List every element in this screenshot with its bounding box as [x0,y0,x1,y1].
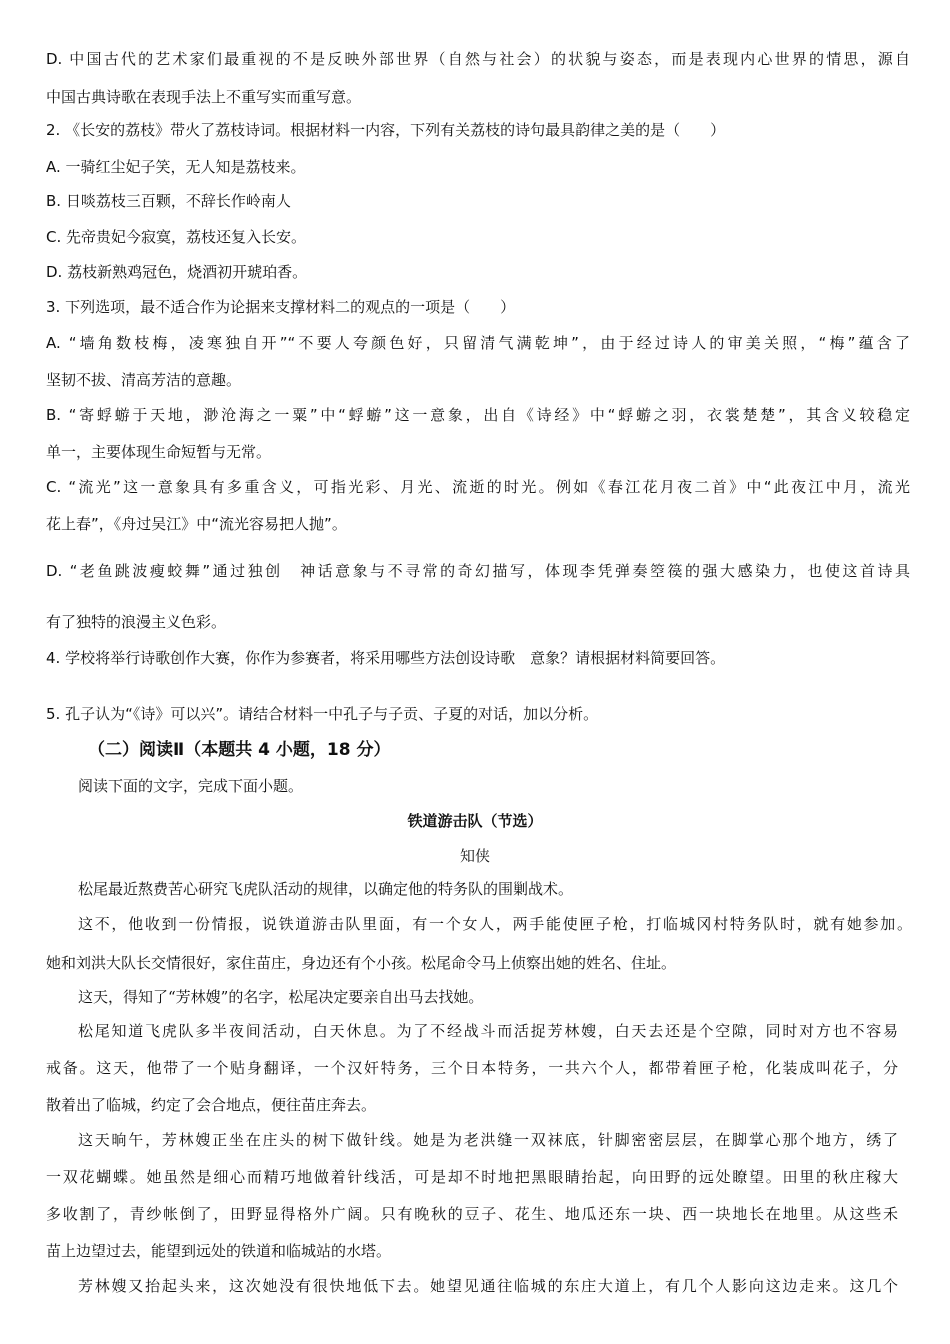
q4-stem: 4. 学校将举行诗歌创作大赛，你作为参赛者，将采用哪些方法创设诗歌 意象？请根据材料简要回答。 [46,649,726,667]
article-line: 这不，他收到一份情报，说铁道游击队里面，有一个女人，两手能使匣子枪，打临城冈村特务队时，就有她参加。 [78,915,912,933]
q3-option-d-line2: 有了独特的浪漫主义色彩。 [46,613,227,631]
q1-option-d-line1: D. 中国古代的艺术家们最重视的不是反映外部世界（自然与社会）的状貌与姿态，而是表现内心世界的情思，源自 [46,50,910,68]
article-title: 铁道游击队（节选） [407,812,543,830]
section-instruction: 阅读下面的文字，完成下面小题。 [78,777,304,795]
q2-option-c: C. 先帝贵妃今寂寞，荔枝还复入长安。 [46,228,307,246]
q2-option-b: B. 日啖荔枝三百颗，不辞长作岭南人 [46,192,291,210]
q2-stem: 2. 《长安的荔枝》带火了荔枝诗词。根据材料一内容，下列有关荔枝的诗句最具韵律之美的是（ ） [46,121,726,139]
q5-stem: 5. 孔子认为“《诗》可以兴”。请结合材料一中孔子与子贡、子夏的对话，加以分析。 [46,705,599,723]
q1-option-d-line2: 中国古典诗歌在表现手法上不重写实而重写意。 [46,88,362,106]
article-author: 知侠 [459,847,490,865]
q3-option-d-line1: D. “老鱼跳波瘦蛟舞”通过独创 神话意象与不寻常的奇幻描写，体现李凭弹奏箜篌的强大感染力，也使这首诗具 [46,562,910,580]
q3-stem: 3. 下列选项，最不适合作为论据来支撑材料二的观点的一项是（ ） [46,298,516,316]
section-heading: （二）阅读Ⅱ（本题共 4 小题，18 分） [88,740,391,760]
article-line: 多收割了，青纱帐倒了，田野显得格外广阔。只有晚秋的豆子、花生、地瓜还东一块、西一块地长在地里。从这些禾 [46,1205,898,1223]
article-line: 芳林嫂又抬起头来，这次她没有很快地低下去。她望见通往临城的东庄大道上，有几个人影向这边走来。这几个 [78,1277,898,1295]
article-line: 松尾最近熬费苦心研究飞虎队活动的规律，以确定他的特务队的围剿战术。 [78,880,574,898]
q2-option-d: D. 荔枝新熟鸡冠色，烧酒初开琥珀香。 [46,263,308,281]
q3-option-b-line2: 单一，主要体现生命短暂与无常。 [46,443,272,461]
q3-option-b-line1: B. “寄蜉蝣于天地，渺沧海之一粟”中“蜉蝣”这一意象，出自《诗经》中“蜉蝣之羽，衣裳楚楚”，其含义较稳定 [46,406,910,424]
q3-option-c-line1: C. “流光”这一意象具有多重含义，可指光彩、月光、流逝的时光。例如《春江花月夜二首》中“此夜江中月，流光 [46,478,910,496]
q2-option-a: A. 一骑红尘妃子笑，无人知是荔枝来。 [46,158,306,176]
q3-option-a-line2: 坚韧不拔、清高芳洁的意趣。 [46,371,242,389]
article-line: 松尾知道飞虎队多半夜间活动，白天休息。为了不经战斗而活捉芳林嫂，白天去还是个空隙，同时对方也不容易 [78,1022,898,1040]
article-line: 苗上边望过去，能望到远处的铁道和临城站的水塔。 [46,1242,392,1260]
article-line: 这天晌午，芳林嫂正坐在庄头的树下做针线。她是为老洪缝一双袜底，针脚密密层层，在脚掌心那个地方，绣了 [78,1131,898,1149]
article-line: 这天，得知了“芳林嫂”的名字，松尾决定要亲自出马去找她。 [78,988,484,1006]
q3-option-c-line2: 花上春”，《舟过吴江》中“流光容易把人抛”。 [46,515,347,533]
article-line: 她和刘洪大队长交情很好，家住苗庄，身边还有个小孩。松尾命令马上侦察出她的姓名、住址。 [46,954,677,972]
q3-option-a-line1: A. “墙角数枝梅，凌寒独自开”“不要人夸颜色好，只留清气满乾坤”，由于经过诗人的审美关照，“梅”蕴含了 [46,334,910,352]
article-line: 戒备。这天，他带了一个贴身翻译，一个汉奸特务，三个日本特务，一共六个人，都带着匣子枪，化装成叫花子，分 [46,1059,898,1077]
article-line: 一双花蝴蝶。她虽然是细心而精巧地做着针线活，可是却不时地把黑眼睛抬起，向田野的远处瞭望。田里的秋庄稼大 [46,1168,898,1186]
article-line: 散着出了临城，约定了会合地点，便往苗庄奔去。 [46,1096,377,1114]
